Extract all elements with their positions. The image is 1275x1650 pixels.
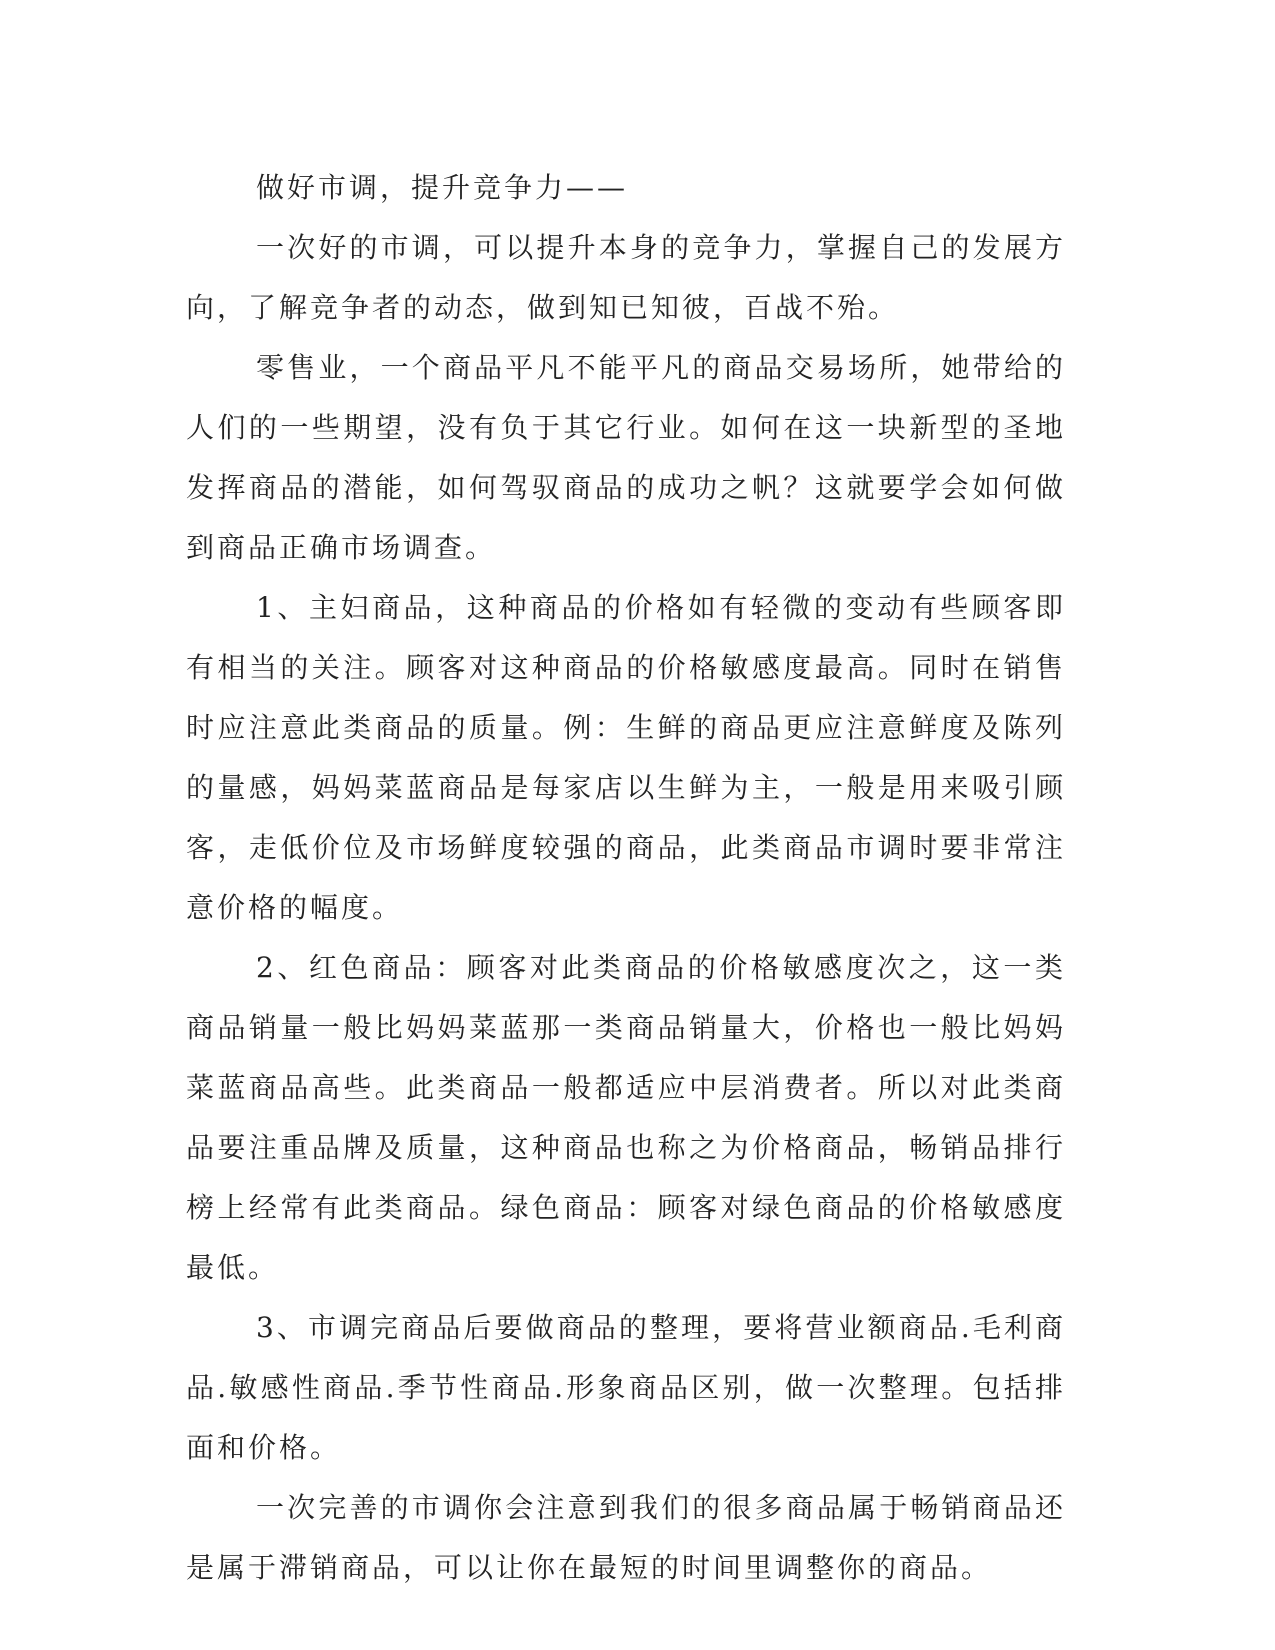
paragraph-point-1: 1、主妇商品，这种商品的价格如有轻微的变动有些顾客即有相当的关注。顾客对这种商品的价格敏感度最高。同时在销售时应注意此类商品的质量。例：生鲜的商品更应注意鲜度及陈列的量感，妈妈菜蓝商品是每家店以生鲜为主，一般是用来吸引顾客，走低价位及市场鲜度较强的商品，此类商品市调时要非常注意价格的幅度。 (186, 591, 1066, 924)
paragraph-point-3: 3、市调完商品后要做商品的整理，要将营业额商品.毛利商品.敏感性商品.季节性商品.形象商品区别，做一次整理。包括排面和价格。 (186, 1311, 1066, 1464)
document-body (186, 158, 1066, 1598)
paragraph-intro: 一次好的市调，可以提升本身的竞争力，掌握自己的发展方向，了解竞争者的动态，做到知已知彼，百战不殆。 (186, 231, 1066, 324)
paragraph-point-2: 2、红色商品：顾客对此类商品的价格敏感度次之，这一类商品销量一般比妈妈菜蓝那一类商品销量大，价格也一般比妈妈菜蓝商品高些。此类商品一般都适应中层消费者。所以对此类商品要注重品牌及质量，这种商品也称之为价格商品，畅销品排行榜上经常有此类商品。绿色商品：顾客对绿色商品的价格敏感度最低。 (186, 951, 1066, 1284)
paragraph-conclusion: 一次完善的市调你会注意到我们的很多商品属于畅销商品还是属于滞销商品，可以让你在最短的时间里调整你的商品。 (186, 1491, 1066, 1584)
paragraph-title: 做好市调，提升竞争力—— (256, 171, 629, 204)
paragraph-retail: 零售业，一个商品平凡不能平凡的商品交易场所，她带给的人们的一些期望，没有负于其它行业。如何在这一块新型的圣地发挥商品的潜能，如何驾驭商品的成功之帆？这就要学会如何做到商品正确市场调查。 (186, 351, 1066, 564)
